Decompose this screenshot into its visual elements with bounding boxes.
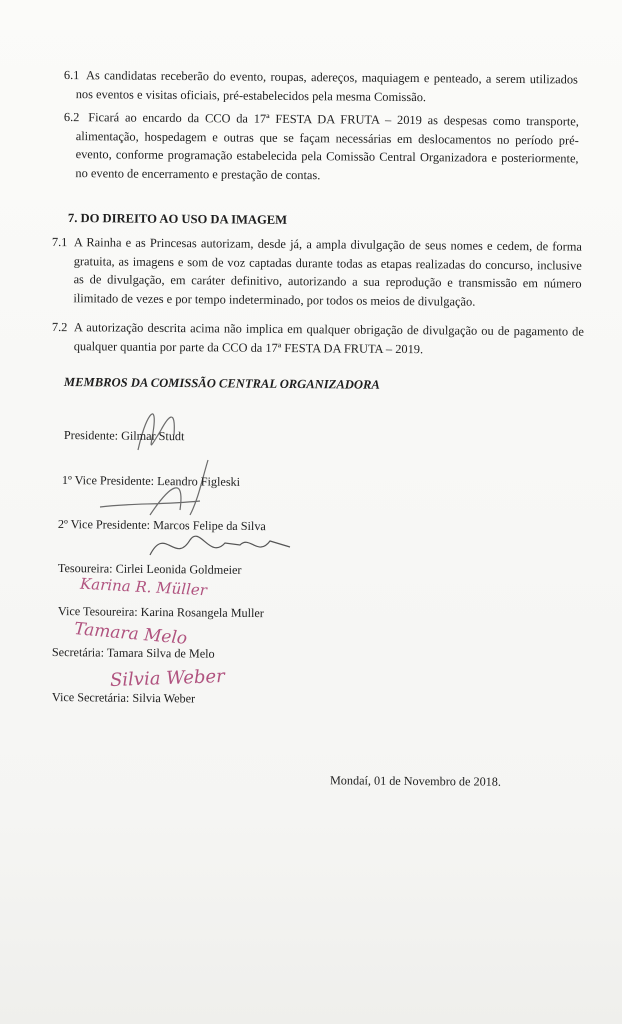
clause-text: A autorização descrita acima não implica em qualquer obrigação de divulgação ou de pagamento de qualquer quantia por parte da CCO da 17ª FESTA DA FRUTA – 2019. [73,320,584,356]
member-name: Leandro Figleski [157,473,241,489]
members-title: MEMBROS DA COMISSÃO CENTRAL ORGANIZADORA [63,375,380,392]
member-role: Presidente: [63,428,119,443]
member-role: 1º Vice Presidente: [61,473,155,488]
member-name: Cirlei Leonida Goldmeier [115,561,242,577]
member-2-vice-presidente [58,517,266,534]
clause-6-1 [64,66,578,107]
signature-karina: Karina R. Müller [79,574,208,600]
member-name: Tamara Silva de Melo [106,645,215,661]
member-secretaria [52,645,215,662]
signature-tamara: Tamara Melo [73,619,188,649]
member-role: 2º Vice Presidente: [57,517,151,532]
member-tesoureira [58,561,242,578]
clause-number: 7.1 [51,234,68,250]
date-line: Mondaí, 01 de Novembro de 2018. [329,773,501,789]
member-1-vice-presidente [62,473,240,490]
member-vice-tesoureira [58,604,264,621]
clause-number: 6.2 [63,109,80,125]
member-role: Vice Tesoureira: [57,604,138,619]
clause-number: 6.1 [63,67,80,83]
member-presidente [64,428,185,444]
member-name: Marcos Felipe da Silva [153,517,266,534]
clause-text: A Rainha e as Princesas autorizam, desde já, a ampla divulgação de seus nomes e cedem, de forma gratuita, as imagens e som de voz captadas durante todas as etapas realizadas do concurso, inclusive as de divulgação, em caráter definitivo, autorizando a sua reprodução e transmissão em número ilimitado de vezes e por tempo indeterminado, por todos os meios de divulgação. [73,235,582,309]
clause-text: Ficará ao encardo da CCO da 17ª FESTA DA FRUTA – 2019 as despesas como transporte, alimentação, hospedagem e outras que se façam necessárias em deslocamentos no período pré-evento, conforme programação estabelecida pela Comissão Central Organizadora e posteriormente, no evento de encerramento e prestação de contas. [75,110,579,182]
member-name: Silvia Weber [132,690,196,706]
signature-silvia: Silvia Weber [109,666,226,691]
clause-7-1 [51,233,582,312]
clause-text: As candidatas receberão do evento, roupas, adereços, maquiagem e penteado, a serem utilizados nos eventos e visitas oficiais, pré-estabelecidos pela mesma Comissão. [75,68,578,104]
member-role: Secretária: [51,645,105,660]
clause-number: 7.2 [51,319,68,335]
member-vice-secretaria [52,690,195,706]
member-name: Gilmar Studt [121,428,185,444]
member-role: Tesoureira: [57,561,113,576]
member-role: Vice Secretária: [51,690,130,705]
clause-6-2 [63,108,579,186]
clause-7-2 [52,318,584,360]
member-name: Karina Rosangela Muller [140,604,264,621]
section-heading: 7. DO DIREITO AO USO DA IMAGEM [67,211,288,227]
